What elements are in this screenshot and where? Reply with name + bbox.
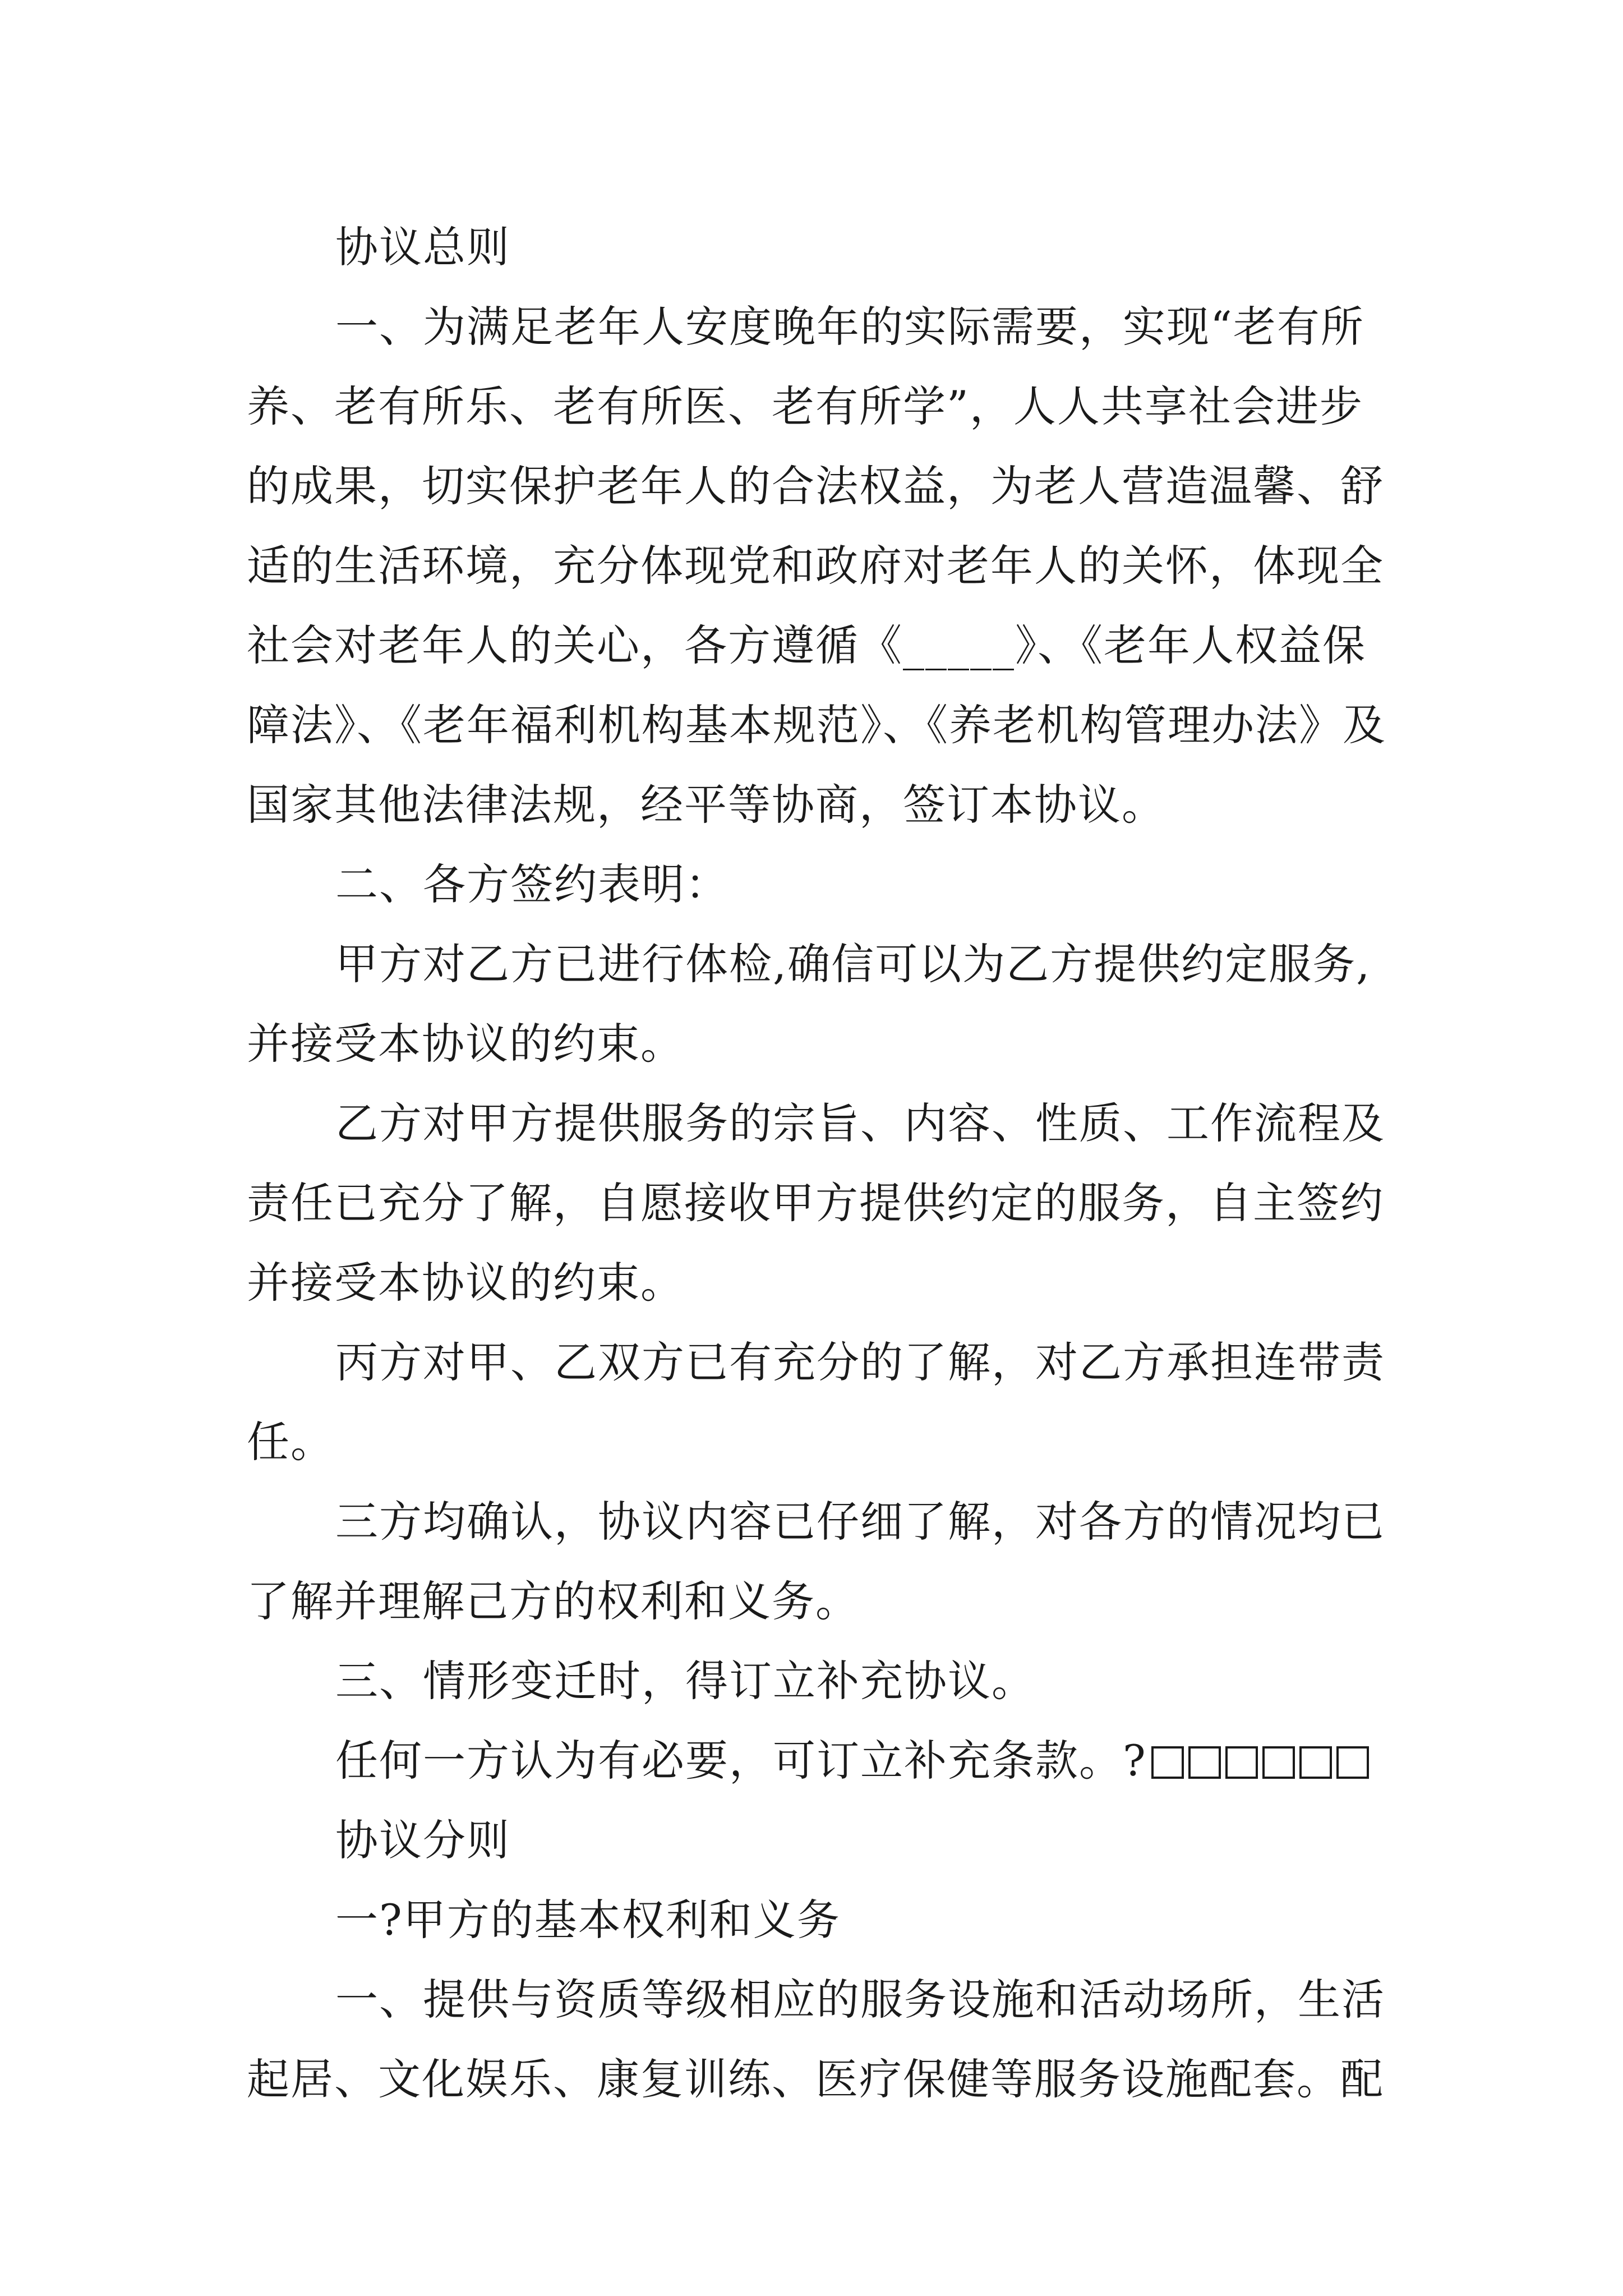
paragraph-1 xyxy=(247,287,1391,845)
text-line: 适的生活环境，充分体现党和政府对老年人的关怀，体现全 xyxy=(247,541,1384,591)
section-heading-general: 协议总则 xyxy=(335,222,510,272)
text-line: 一、提供与资质等级相应的服务设施和活动场所，生活 xyxy=(335,1975,1385,2024)
text-line: 丙方对甲、乙双方已有充分的了解，对乙方承担连带责 xyxy=(335,1337,1385,1387)
section-heading-specific: 协议分则 xyxy=(335,1815,510,1865)
text-line: 障法》、《老年福利机构基本规范》、《养老机构管理办法》及 xyxy=(247,700,1386,750)
paragraph-supplementary xyxy=(247,1721,1391,1801)
text-line: 养、老有所乐、老有所医、老有所学”，人人共享社会进步 xyxy=(247,381,1363,431)
paragraph-party-a xyxy=(247,924,1391,1084)
text-line: 并接受本协议的约束。 xyxy=(247,1019,684,1069)
text-line: 任。 xyxy=(247,1417,334,1467)
missing-glyph-box xyxy=(1188,1746,1221,1779)
subsection-heading-party-a: 一?甲方的基本权利和义务 xyxy=(335,1895,841,1945)
document-body xyxy=(247,208,1391,2119)
text-line: 乙方对甲方提供服务的宗旨、内容、性质、工作流程及 xyxy=(335,1098,1385,1148)
text-line: 起居、文化娱乐、康复训练、医疗保健等服务设施配套。配 xyxy=(247,2054,1384,2104)
text-line: 一、为满足老年人安度晚年的实际需要，实现“老有所 xyxy=(335,302,1364,352)
paragraph-2-heading: 二、各方签约表明： xyxy=(335,859,729,909)
paragraph-all-parties xyxy=(247,1482,1391,1641)
text-line: 并接受本协议的约束。 xyxy=(247,1258,684,1308)
text-line: 的成果，切实保护老年人的合法权益，为老人营造温馨、舒 xyxy=(247,461,1384,511)
paragraph-facilities xyxy=(247,1960,1391,2119)
missing-glyph-box xyxy=(1262,1746,1295,1779)
text-line: 甲方对乙方已进行体检,确信可以为乙方提供约定服务, xyxy=(335,939,1371,989)
missing-glyph-box xyxy=(1225,1746,1258,1779)
paragraph-party-c xyxy=(247,1323,1391,1482)
text-line: 任何一方认为有必要，可订立补充条款。? xyxy=(335,1736,1147,1786)
missing-glyph-boxes xyxy=(1147,1721,1369,1801)
text-line: 责任已充分了解，自愿接收甲方提供约定的服务，自主签约 xyxy=(247,1178,1384,1228)
paragraph-party-b xyxy=(247,1084,1391,1323)
text-line: 社会对老年人的关心，各方遵循《_____》、《老年人权益保 xyxy=(247,620,1366,670)
missing-glyph-box xyxy=(1336,1746,1369,1779)
text-line: 了解并理解己方的权利和义务。 xyxy=(247,1576,859,1626)
missing-glyph-box xyxy=(1299,1746,1332,1779)
text-line: 国家其他法律法规，经平等协商，签订本协议。 xyxy=(247,780,1165,830)
missing-glyph-box xyxy=(1151,1746,1184,1779)
text-line: 三方均确认，协议内容已仔细了解，对各方的情况均已 xyxy=(335,1497,1385,1547)
paragraph-3-heading: 三、情形变迁时，得订立补充协议。 xyxy=(335,1656,1035,1706)
